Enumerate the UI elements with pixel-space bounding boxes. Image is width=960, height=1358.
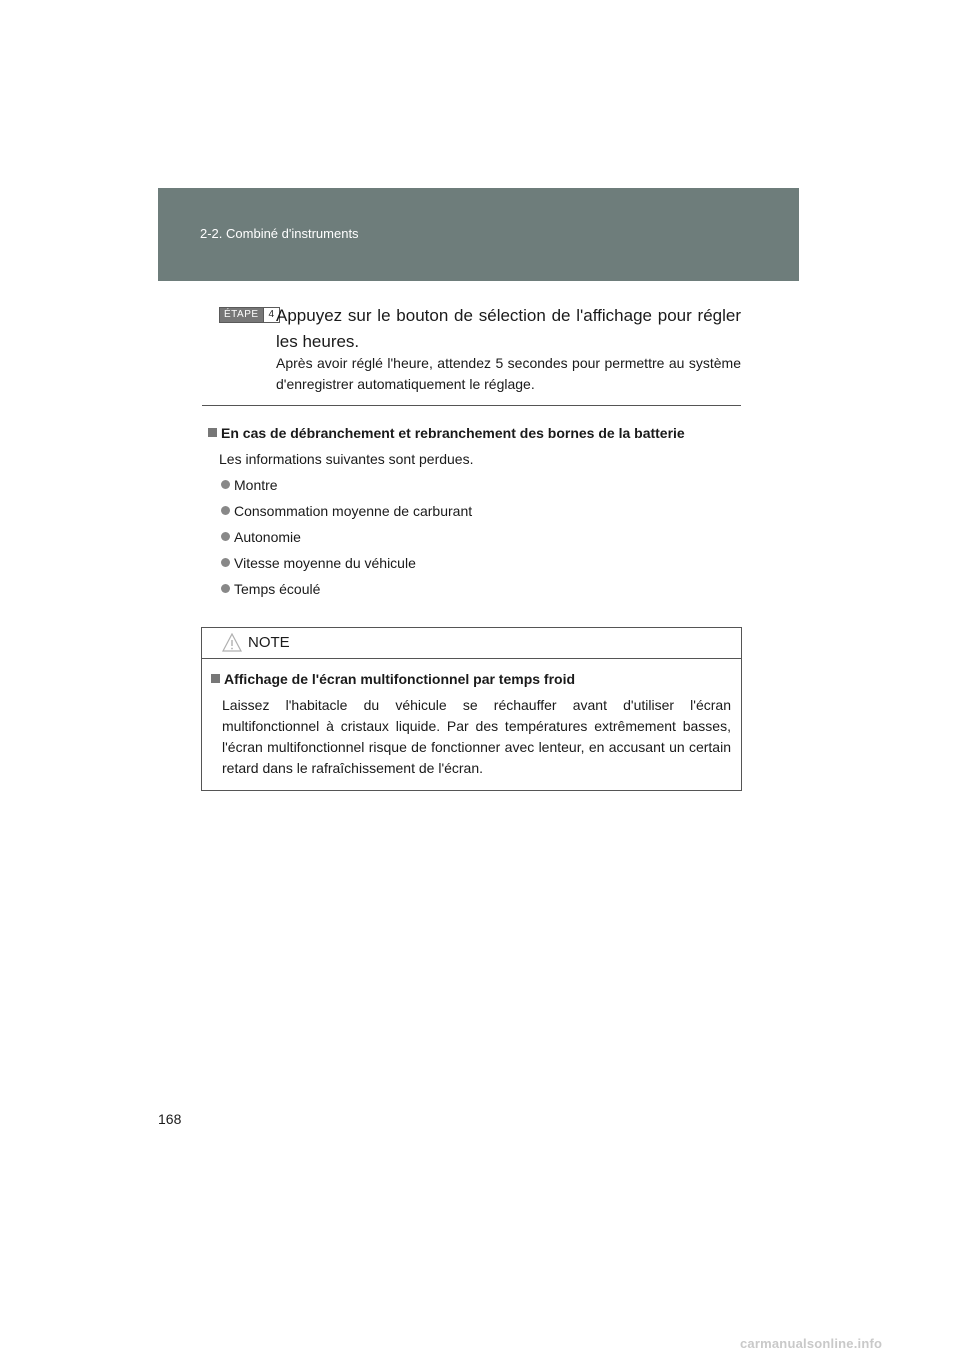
note-body <box>202 659 741 779</box>
list-item: Vitesse moyenne du véhicule <box>221 553 741 573</box>
step-subtext: Après avoir réglé l'heure, attendez 5 secondes pour permettre au système d'enregistrer automatiquement le réglage. <box>276 355 741 392</box>
note-header <box>202 628 741 659</box>
step-text: Appuyez sur le bouton de sélection de l'affichage pour régler les heures. <box>276 306 741 351</box>
step-badge <box>219 307 280 323</box>
info-section <box>208 423 741 605</box>
circle-bullet-icon <box>221 532 230 541</box>
section-breadcrumb: 2-2. Combiné d'instruments <box>200 226 359 241</box>
section-title-text: En cas de débranchement et rebranchement des bornes de la batterie <box>221 425 685 441</box>
square-bullet-icon <box>208 428 217 437</box>
step-badge-number: 4 <box>263 308 280 322</box>
circle-bullet-icon <box>221 584 230 593</box>
circle-bullet-icon <box>221 506 230 515</box>
note-title <box>211 669 731 689</box>
header-band <box>158 188 799 281</box>
circle-bullet-icon <box>221 480 230 489</box>
page-number: 168 <box>158 1111 182 1127</box>
circle-bullet-icon <box>221 558 230 567</box>
note-text: Laissez l'habitacle du véhicule se réchauffer avant d'utiliser l'écran multifonctionnel à cristaux liquide. Par des températures extrêmement basses, l'écran multifonctionnel risque de fonctionner avec lenteur, en accusant un certain retard dans le rafraîchissement de l'écran. <box>222 697 731 776</box>
list-item: Montre <box>221 475 741 495</box>
note-box <box>201 627 742 791</box>
list-item: Autonomie <box>221 527 741 547</box>
warning-triangle-icon <box>222 633 242 652</box>
lost-info-list <box>208 475 741 599</box>
list-item: Temps écoulé <box>221 579 741 599</box>
section-intro: Les informations suivantes sont perdues. <box>219 451 474 467</box>
note-title-text: Affichage de l'écran multifonctionnel par temps froid <box>224 671 576 687</box>
list-item: Consommation moyenne de carburant <box>221 501 741 521</box>
section-title <box>208 423 741 443</box>
watermark: carmanualsonline.info <box>740 1336 883 1351</box>
square-bullet-icon <box>211 674 220 683</box>
step-badge-label: ÉTAPE <box>220 308 263 322</box>
section-divider <box>202 405 741 406</box>
note-label: NOTE <box>248 634 290 651</box>
